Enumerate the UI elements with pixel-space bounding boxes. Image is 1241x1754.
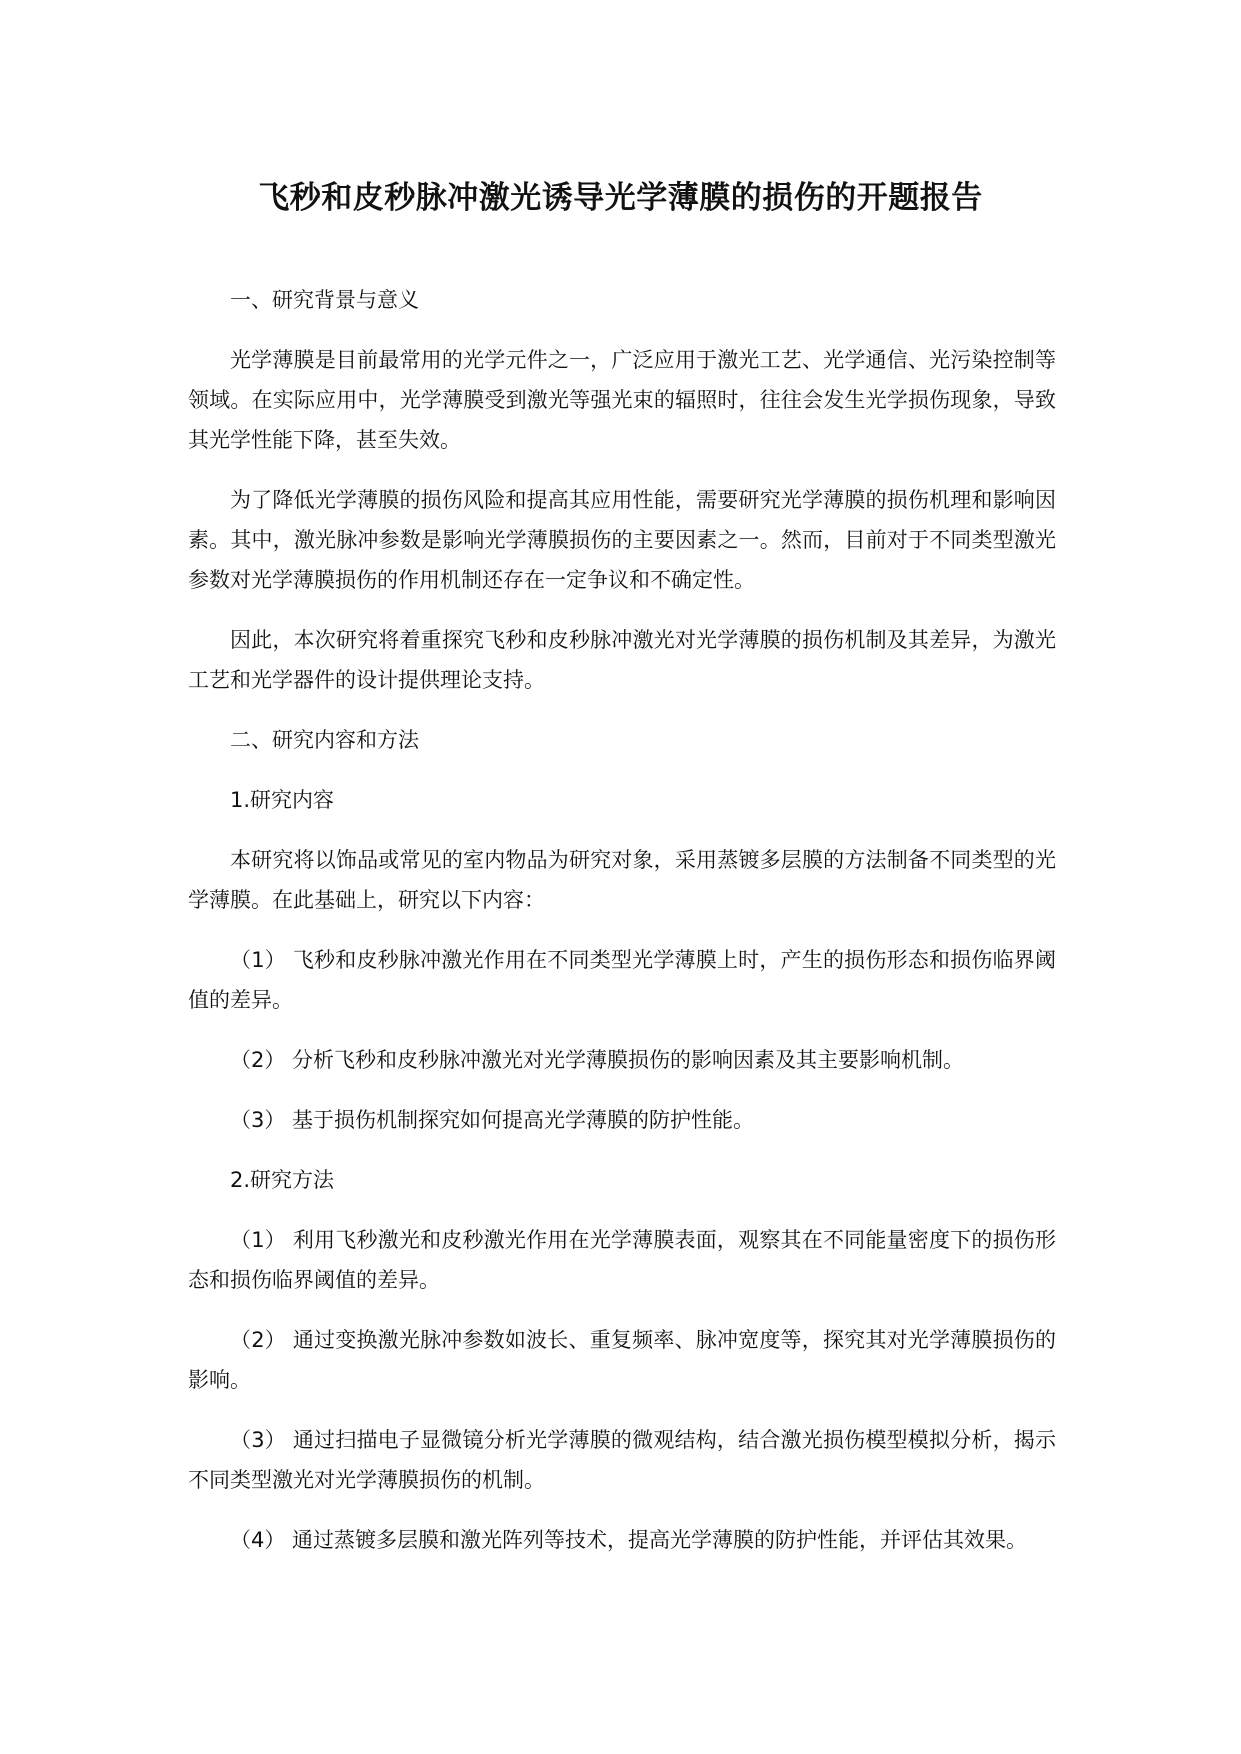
- subsection-heading-methods: 2.研究方法: [230, 1168, 335, 1192]
- list-item: （2） 分析飞秒和皮秒脉冲激光对光学薄膜损伤的影响因素及其主要影响机制。: [230, 1048, 965, 1072]
- paragraph: 本研究将以饰品或常见的室内物品为研究对象，采用蒸镀多层膜的方法制备不同类型的光学薄膜。在此基础上，研究以下内容：: [188, 848, 1056, 912]
- section-heading-background: 一、研究背景与意义: [230, 288, 419, 312]
- list-item: （2） 通过变换激光脉冲参数如波长、重复频率、脉冲宽度等，探究其对光学薄膜损伤的影响。: [188, 1328, 1056, 1392]
- list-item: （3） 基于损伤机制探究如何提高光学薄膜的防护性能。: [230, 1108, 755, 1132]
- list-item: （3） 通过扫描电子显微镜分析光学薄膜的微观结构，结合激光损伤模型模拟分析，揭示不同类型激光对光学薄膜损伤的机制。: [188, 1428, 1056, 1492]
- list-item: （1） 利用飞秒激光和皮秒激光作用在光学薄膜表面，观察其在不同能量密度下的损伤形态和损伤临界阈值的差异。: [188, 1228, 1056, 1292]
- section-heading-content-methods: 二、研究内容和方法: [230, 728, 419, 752]
- paragraph: 因此，本次研究将着重探究飞秒和皮秒脉冲激光对光学薄膜的损伤机制及其差异，为激光工艺和光学器件的设计提供理论支持。: [188, 628, 1056, 692]
- list-item: （1） 飞秒和皮秒脉冲激光作用在不同类型光学薄膜上时，产生的损伤形态和损伤临界阈值的差异。: [188, 948, 1056, 1012]
- subsection-heading-content: 1.研究内容: [230, 788, 335, 812]
- document-body: [188, 280, 1056, 1560]
- list-item: （4） 通过蒸镀多层膜和激光阵列等技术，提高光学薄膜的防护性能，并评估其效果。: [230, 1528, 1028, 1552]
- document-title: 飞秒和皮秒脉冲激光诱导光学薄膜的损伤的开题报告: [258, 180, 983, 216]
- paragraph: 为了降低光学薄膜的损伤风险和提高其应用性能，需要研究光学薄膜的损伤机理和影响因素。其中，激光脉冲参数是影响光学薄膜损伤的主要因素之一。然而，目前对于不同类型激光参数对光学薄膜损伤的作用机制还存在一定争议和不确定性。: [188, 488, 1056, 592]
- paragraph: 光学薄膜是目前最常用的光学元件之一，广泛应用于激光工艺、光学通信、光污染控制等领域。在实际应用中，光学薄膜受到激光等强光束的辐照时，往往会发生光学损伤现象，导致其光学性能下降，甚至失效。: [188, 348, 1056, 452]
